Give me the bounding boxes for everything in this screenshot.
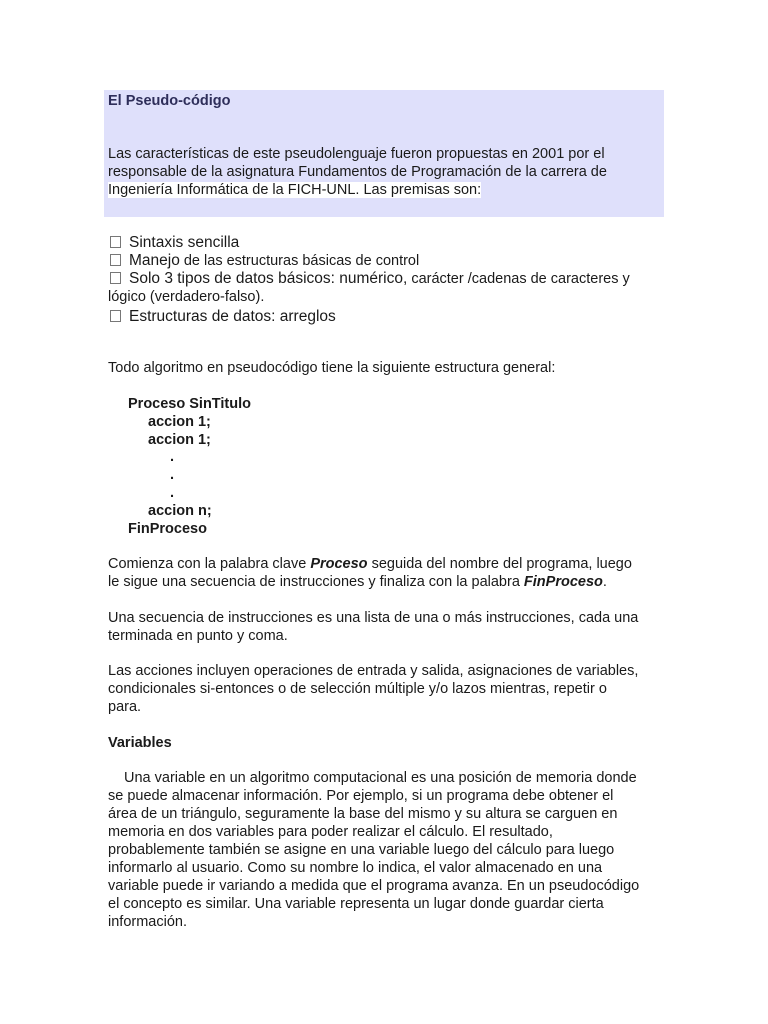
list-item [108, 270, 668, 288]
code-line: . [170, 449, 175, 466]
list-item-text: de las estructuras básicas de control [179, 253, 420, 269]
bullet-box-icon [110, 310, 121, 322]
paragraph-line: memoria en dos variables para poder realizar el cálculo. El resultado, [108, 824, 553, 840]
keyword-finproceso: FinProceso [523, 574, 603, 590]
paragraph-line: terminada en punto y coma. [108, 628, 288, 644]
paragraph-line: condicionales si-entonces o de selección múltiple y/o lazos mientras, repetir o [108, 681, 607, 697]
document-title: El Pseudo-código [108, 93, 231, 109]
paragraph-line: el concepto es similar. Una variable representa un lugar donde guardar cierta [108, 896, 604, 912]
list-item [108, 308, 668, 326]
paragraph-line: para. [108, 699, 142, 715]
intro-line: Las características de este pseudolenguaje fueron propuestas en 2001 por el [108, 146, 605, 162]
paragraph-line: probablemente también se asigne en una variable luego del cálculo para luego [108, 842, 615, 858]
paragraph-line: información. [108, 914, 187, 930]
list-item-text: Manejo [129, 252, 180, 269]
list-item [108, 252, 668, 270]
paragraph-line: área de un triángulo, seguramente la base del mismo y su altura se carguen en [108, 806, 618, 822]
acciones-paragraph [108, 662, 663, 716]
code-line: accion 1; [148, 431, 211, 448]
code-line: Proceso SinTitulo [128, 396, 252, 412]
intro-line: responsable de la asignatura Fundamentos de Programación de la carrera de [108, 164, 607, 180]
list-item-text: Sintaxis sencilla [129, 234, 240, 251]
code-line: accion n; [148, 502, 212, 519]
code-line: accion 1; [148, 413, 211, 430]
code-line: . [170, 467, 175, 484]
intro-line [108, 181, 663, 199]
list-item-text: carácter /cadenas de caracteres y [407, 271, 630, 287]
paragraph-line: se puede almacenar información. Por ejemplo, si un programa debe obtener el [108, 788, 614, 804]
paragraph-line [108, 555, 663, 573]
list-item-continuation: lógico (verdadero-falso). [108, 289, 265, 305]
bullet-box-icon [110, 272, 121, 284]
list-item-text: Estructuras de datos: arreglos [129, 308, 336, 325]
paragraph-line: Una variable en un algoritmo computacional es una posición de memoria donde [124, 770, 637, 786]
pseudocode-block [128, 395, 251, 537]
list-item-text: Solo 3 tipos de datos básicos: numérico, [129, 270, 408, 287]
variables-paragraph [108, 769, 663, 931]
intro-paragraph [108, 145, 663, 199]
secuencia-paragraph [108, 609, 663, 645]
text-run: . [602, 574, 607, 590]
paragraph-line: Todo algoritmo en pseudocódigo tiene la siguiente estructura general: [108, 360, 556, 376]
intro-line-text: Ingeniería Informática de la FICH-UNL. Las premisas son: [108, 182, 482, 198]
paragraph-line: variable puede ir variando a medida que el programa avanza. En un pseudocódigo [108, 878, 640, 894]
paragraph-line: informarlo al usuario. Como su nombre lo indica, el valor almacenado en una [108, 860, 603, 876]
bullet-box-icon [110, 236, 121, 248]
variables-heading: Variables [108, 735, 172, 751]
structure-intro [108, 359, 663, 377]
text-run: Comienza con la palabra clave [108, 556, 311, 572]
text-run: seguida del nombre del programa, luego [367, 556, 632, 572]
paragraph-line [108, 573, 663, 591]
bullet-box-icon [110, 254, 121, 266]
keyword-proceso: Proceso [310, 556, 368, 572]
comienza-paragraph [108, 555, 663, 591]
code-line: FinProceso [128, 520, 207, 537]
paragraph-line: Una secuencia de instrucciones es una lista de una o más instrucciones, cada una [108, 610, 639, 626]
code-line: . [170, 484, 175, 501]
premises-list [108, 234, 668, 326]
text-run: le sigue una secuencia de instrucciones y finaliza con la palabra [108, 574, 524, 590]
paragraph-line: Las acciones incluyen operaciones de entrada y salida, asignaciones de variables, [108, 663, 639, 679]
list-item [108, 234, 668, 252]
